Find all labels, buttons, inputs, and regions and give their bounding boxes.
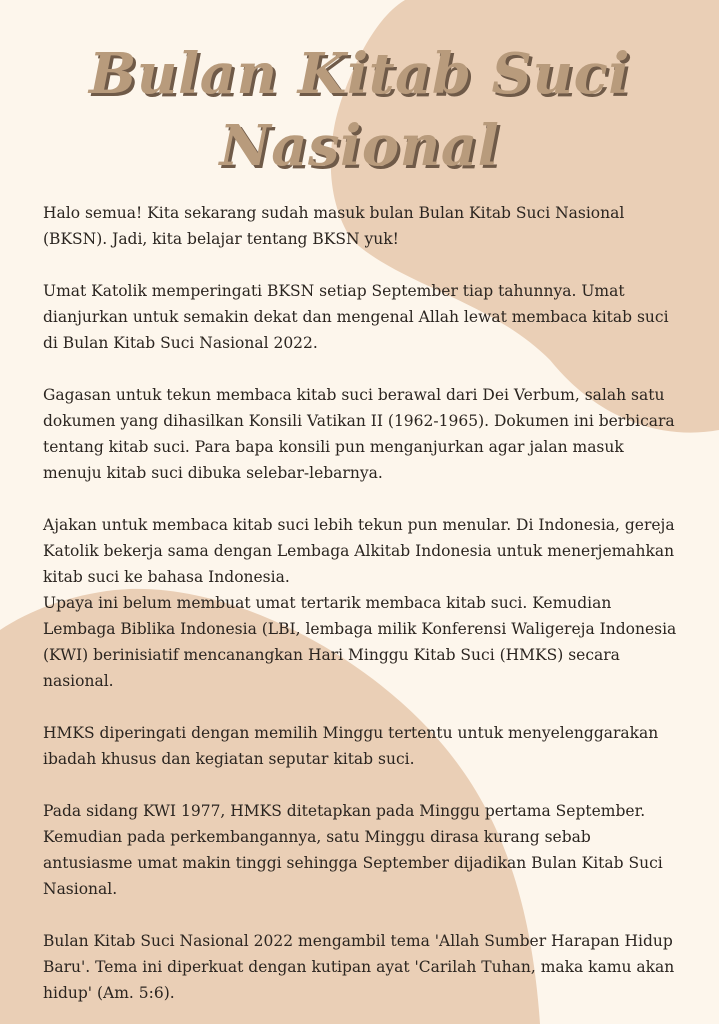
paragraph-commemoration: Umat Katolik memperingati BKSN setiap September tiap tahunnya. Umat dianjurkan untuk semakin dekat dan mengenal Allah lewat membaca kitab suci di Bulan Kitab Suci Nasional 2022.: [43, 282, 669, 352]
page-title: [0, 38, 719, 182]
paragraph-translation: Ajakan untuk membaca kitab suci lebih tekun pun menular. Di Indonesia, gereja Katolik bekerja sama dengan Lembaga Alkitab Indonesia untuk menerjemahkan kitab suci ke bahasa Indonesia.: [43, 516, 675, 586]
title-line-2: Nasional: [219, 113, 500, 179]
title-line-1: Bulan Kitab Suci: [88, 41, 631, 107]
paragraph-intro: Halo semua! Kita sekarang sudah masuk bulan Bulan Kitab Suci Nasional (BKSN). Jadi, kita belajar tentang BKSN yuk!: [43, 204, 625, 248]
paragraph-hmks-initiative: Upaya ini belum membuat umat tertarik membaca kitab suci. Kemudian Lembaga Biblika Indonesia (LBI, lembaga milik Konferensi Waligereja Indonesia (KWI) berinisiatif mencanangkan Hari Minggu Kitab Suci (HMKS) secara nasional.: [43, 594, 677, 690]
paragraph-dei-verbum: Gagasan untuk tekun membaca kitab suci berawal dari Dei Verbum, salah satu dokumen yang dihasilkan Konsili Vatikan II (1962-1965). Dokumen ini berbicara tentang kitab suci. Para bapa konsili pun menganjurkan agar jalan masuk menuju kitab suci dibuka selebar-lebarnya.: [43, 386, 675, 482]
article-body: [43, 200, 683, 1006]
paragraph-theme-2022: Bulan Kitab Suci Nasional 2022 mengambil tema 'Allah Sumber Harapan Hidup Baru'. Tema ini diperkuat dengan kutipan ayat 'Carilah Tuhan, maka kamu akan hidup' (Am. 5:6).: [43, 932, 675, 1002]
paragraph-kwi-1977: Pada sidang KWI 1977, HMKS ditetapkan pada Minggu pertama September. Kemudian pada perkembangannya, satu Minggu dirasa kurang sebab antusiasme umat makin tinggi sehingga September dijadikan Bulan Kitab Suci Nasional.: [43, 802, 663, 898]
paragraph-hmks-definition: HMKS diperingati dengan memilih Minggu tertentu untuk menyelenggarakan ibadah khusus dan kegiatan seputar kitab suci.: [43, 724, 659, 768]
